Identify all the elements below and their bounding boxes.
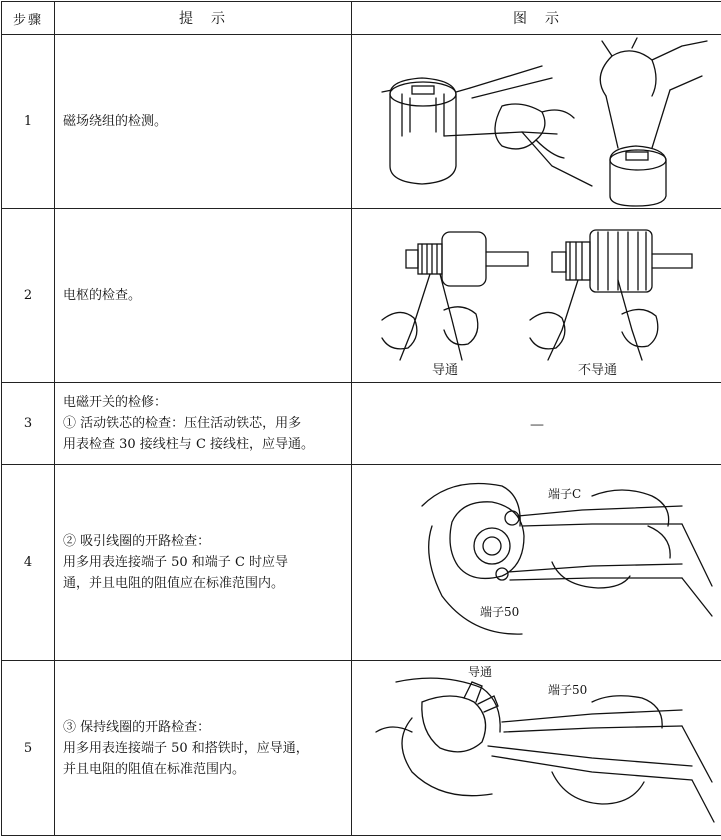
label-not-conducting: 不导通 xyxy=(578,362,618,378)
pull-in-coil-test-illustration xyxy=(352,466,721,660)
tip-line: 并且电阻的阻值在标准范围内。 xyxy=(63,761,246,777)
figure-cell xyxy=(352,209,721,383)
step-number: 1 xyxy=(2,35,55,209)
table-row xyxy=(2,209,721,383)
procedure-table-container xyxy=(1,1,719,838)
field-winding-test-illustration xyxy=(352,36,721,208)
tip-line: 用多用表连接端子 50 和搭铁时，应导通， xyxy=(63,740,309,756)
step-number: 2 xyxy=(2,209,55,383)
no-figure-dash: — xyxy=(530,417,544,433)
table-row xyxy=(2,35,721,209)
table-row xyxy=(2,383,721,465)
label-terminal-50: 端子50 xyxy=(480,604,520,619)
tip-cell xyxy=(55,661,352,836)
tip-line: 通，并且电阻的阻值应在标准范围内。 xyxy=(63,576,285,591)
armature-test-illustration xyxy=(352,210,721,382)
tip-line: 电磁开关的检修： xyxy=(63,395,168,410)
tip-cell xyxy=(55,35,352,209)
header-figure: 图 示 xyxy=(352,2,721,35)
tip-line: 用多用表连接端子 50 和端子 C 时应导 xyxy=(63,555,289,570)
procedure-table xyxy=(1,1,721,836)
figure-cell xyxy=(352,465,721,661)
figure-cell xyxy=(352,661,721,836)
header-step: 步骤 xyxy=(2,2,55,35)
tip-cell xyxy=(55,209,352,383)
label-terminal-c: 端子C xyxy=(548,486,582,501)
hold-in-coil-test-illustration xyxy=(352,662,721,835)
tip-cell xyxy=(55,383,352,465)
tip-line: 电枢的检查。 xyxy=(63,288,142,303)
step-number: 3 xyxy=(2,383,55,465)
header-row xyxy=(2,2,721,35)
table-row xyxy=(2,465,721,661)
label-conducting: 导通 xyxy=(432,362,459,378)
label-terminal-50: 端子50 xyxy=(548,682,588,697)
tip-line: ③ 保持线圈的开路检查： xyxy=(63,719,211,735)
tip-line: 磁场绕组的检测。 xyxy=(63,114,168,129)
step-number: 5 xyxy=(2,661,55,836)
figure-cell xyxy=(352,35,721,209)
step-number: 4 xyxy=(2,465,55,661)
tip-cell xyxy=(55,465,352,661)
tip-line: 用表检查 30 接线柱与 C 接线柱，应导通。 xyxy=(63,437,315,452)
table-row xyxy=(2,661,721,836)
header-tip: 提 示 xyxy=(55,2,352,35)
figure-cell xyxy=(352,383,721,465)
tip-line: ① 活动铁芯的检查：压住活动铁芯，用多 xyxy=(63,416,302,431)
tip-line: ② 吸引线圈的开路检查： xyxy=(63,534,211,549)
label-conducting: 导通 xyxy=(468,664,493,679)
